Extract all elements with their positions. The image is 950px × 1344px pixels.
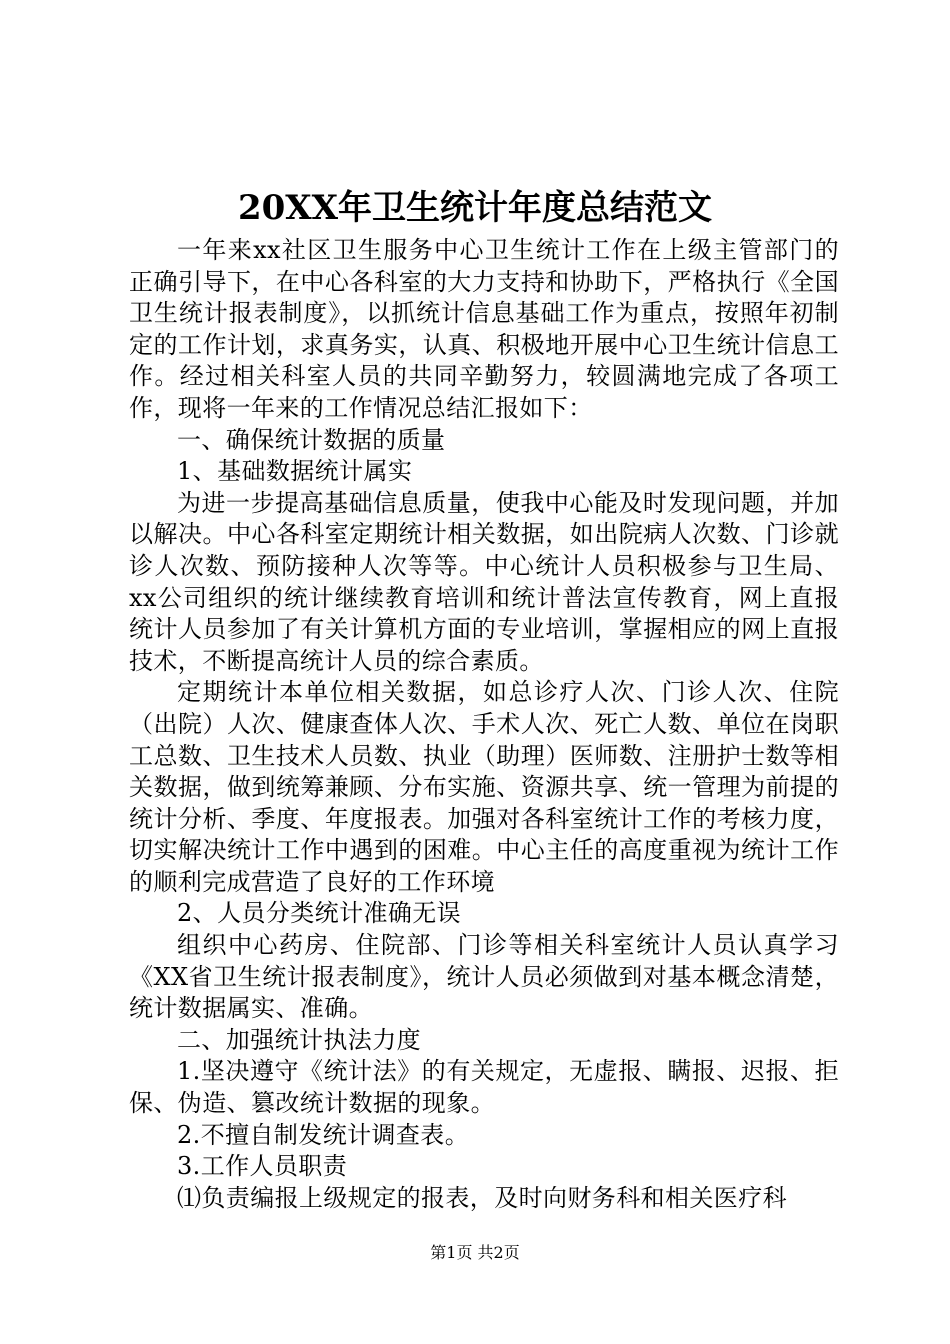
- list-item-2-2: 2.不擅自制发统计调查表。: [177, 1120, 470, 1149]
- list-item-2-1: 1.坚决遵守《统计法》的有关规定，无虚报、瞒报、迟报、拒保、伪造、篡改统计数据的现象。: [129, 1057, 839, 1118]
- document-body: [129, 235, 839, 1214]
- section-heading-1: 一、确保统计数据的质量: [177, 425, 446, 454]
- subsection-heading-1-1: 1、基础数据统计属实: [177, 457, 413, 486]
- paragraph-staff-training: 组织中心药房、住院部、门诊等相关科室统计人员认真学习《XX省卫生统计报表制度》，统计人员必须做到对基本概念清楚，统计数据属实、准确。: [129, 931, 839, 1023]
- list-item-2-3: 3.工作人员职责: [177, 1152, 348, 1181]
- section-heading-2: 二、加强统计执法力度: [177, 1025, 421, 1054]
- page-footer: 第1页 共2页: [430, 1243, 520, 1262]
- paragraph-basic-data: 为进一步提高基础信息质量，使我中心能及时发现问题，并加以解决。中心各科室定期统计相关数据，如出院病人次数、门诊就诊人次数、预防接种人次等等。中心统计人员积极参与卫生局、xx公司组织的统计继续教育培训和统计普法宣传教育，网上直报统计人员参加了有关计算机方面的专业培训，掌握相应的网上直报技术，不断提高统计人员的综合素质。: [129, 488, 839, 675]
- paragraph-intro: 一年来xx社区卫生服务中心卫生统计工作在上级主管部门的正确引导下，在中心各科室的大力支持和协助下，严格执行《全国卫生统计报表制度》，以抓统计信息基础工作为重点，按照年初制定的工作计划，求真务实，认真、积极地开展中心卫生统计信息工作。经过相关科室人员的共同辛勤努力，较圆满地完成了各项工作，现将一年来的工作情况总结汇报如下：: [129, 236, 839, 422]
- document-title: 20XX年卫生统计年度总结范文: [237, 188, 713, 228]
- subsection-heading-1-2: 2、人员分类统计准确无误: [177, 899, 462, 928]
- paragraph-periodic-stats: 定期统计本单位相关数据，如总诊疗人次、门诊人次、住院（出院）人次、健康查体人次、手术人次、死亡人数、单位在岗职工总数、卫生技术人员数、执业（助理）医师数、注册护士数等相关数据，做到统筹兼顾、分布实施、资源共享、统一管理为前提的统计分析、季度、年度报表。加强对各科室统计工作的考核力度，切实解决统计工作中遇到的困难。中心主任的高度重视为统计工作的顺利完成营造了良好的工作环境: [129, 678, 839, 896]
- list-item-2-3-1: ⑴负责编报上级规定的报表，及时向财务科和相关医疗科: [177, 1183, 787, 1212]
